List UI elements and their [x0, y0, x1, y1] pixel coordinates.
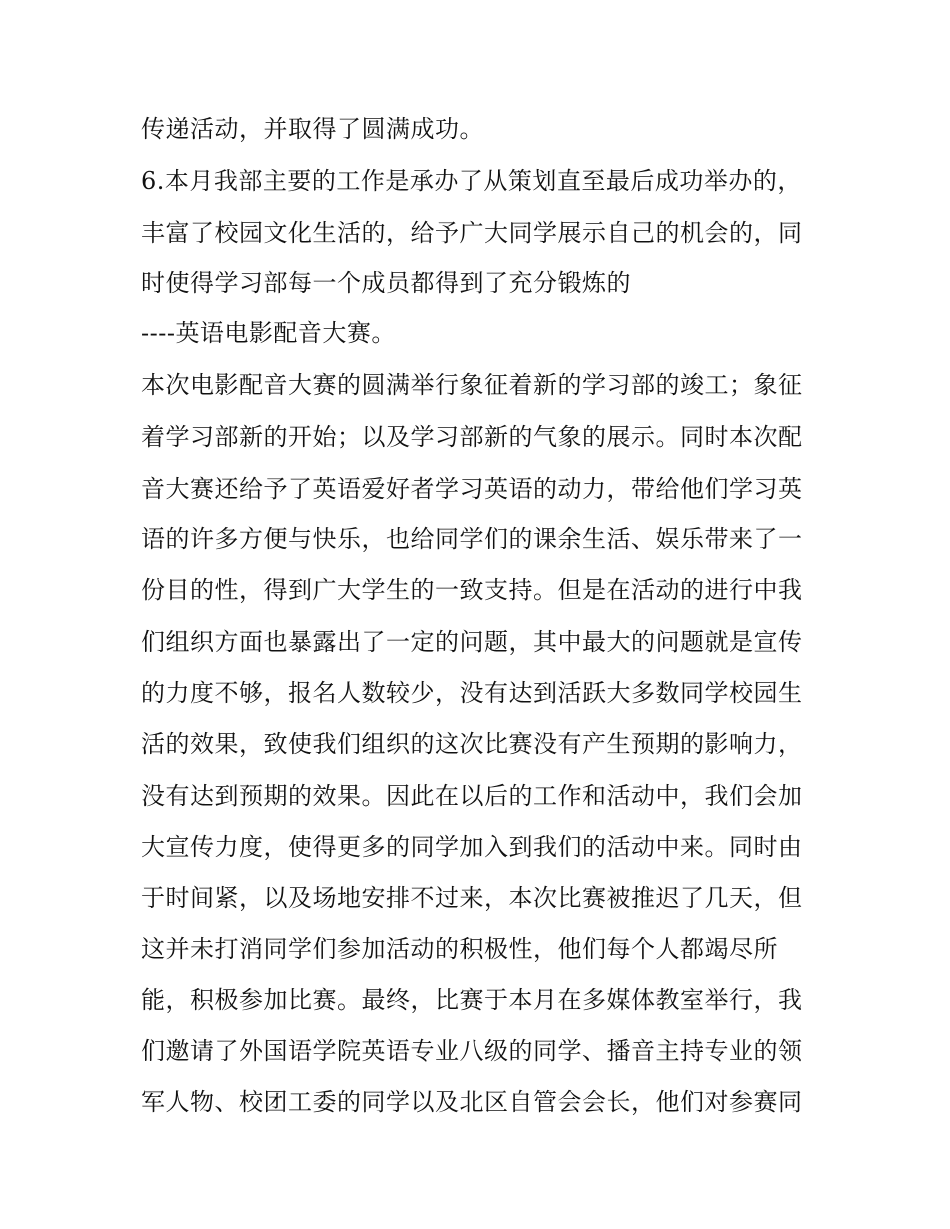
text-line: 活的效果，致使我们组织的这次比赛没有产生预期的影响力，: [141, 730, 803, 758]
text-line: 时使得学习部每一个成员都得到了充分锻炼的: [141, 269, 631, 297]
text-line: 6.本月我部主要的工作是承办了从策划直至最后成功举办的，: [141, 167, 802, 195]
text-line: 这并未打消同学们参加活动的积极性，他们每个人都竭尽所: [141, 935, 778, 963]
text-line: 没有达到预期的效果。因此在以后的工作和活动中，我们会加: [141, 782, 803, 810]
text-line: 语的许多方便与快乐，也给同学们的课余生活、娱乐带来了一: [141, 525, 803, 553]
text-line: 本次电影配音大赛的圆满举行象征着新的学习部的竣工；象征: [141, 371, 803, 399]
text-line: 大宣传力度，使得更多的同学加入到我们的活动中来。同时由: [141, 833, 803, 861]
text-line: 军人物、校团工委的同学以及北区自管会会长，他们对参赛同: [141, 1088, 803, 1116]
text-line: 丰富了校园文化生活的，给予广大同学展示自己的机会的，同: [141, 219, 803, 247]
text-line: ----英语电影配音大赛。: [141, 319, 396, 347]
text-line: 能，积极参加比赛。最终，比赛于本月在多媒体教室举行，我: [141, 986, 803, 1014]
text-line: 着学习部新的开始；以及学习部新的气象的展示。同时本次配: [141, 423, 803, 451]
text-line: 传递活动，并取得了圆满成功。: [141, 115, 484, 143]
text-line: 的力度不够，报名人数较少，没有达到活跃大多数同学校园生: [141, 679, 803, 707]
text-line: 们邀请了外国语学院英语专业八级的同学、播音主持专业的领: [141, 1037, 803, 1065]
text-line: 份目的性，得到广大学生的一致支持。但是在活动的进行中我: [141, 576, 803, 604]
text-line: 们组织方面也暴露出了一定的问题，其中最大的问题就是宣传: [141, 628, 803, 656]
text-line: 于时间紧，以及场地安排不过来，本次比赛被推迟了几天，但: [141, 884, 803, 912]
text-line: 音大赛还给予了英语爱好者学习英语的动力，带给他们学习英: [141, 475, 803, 503]
